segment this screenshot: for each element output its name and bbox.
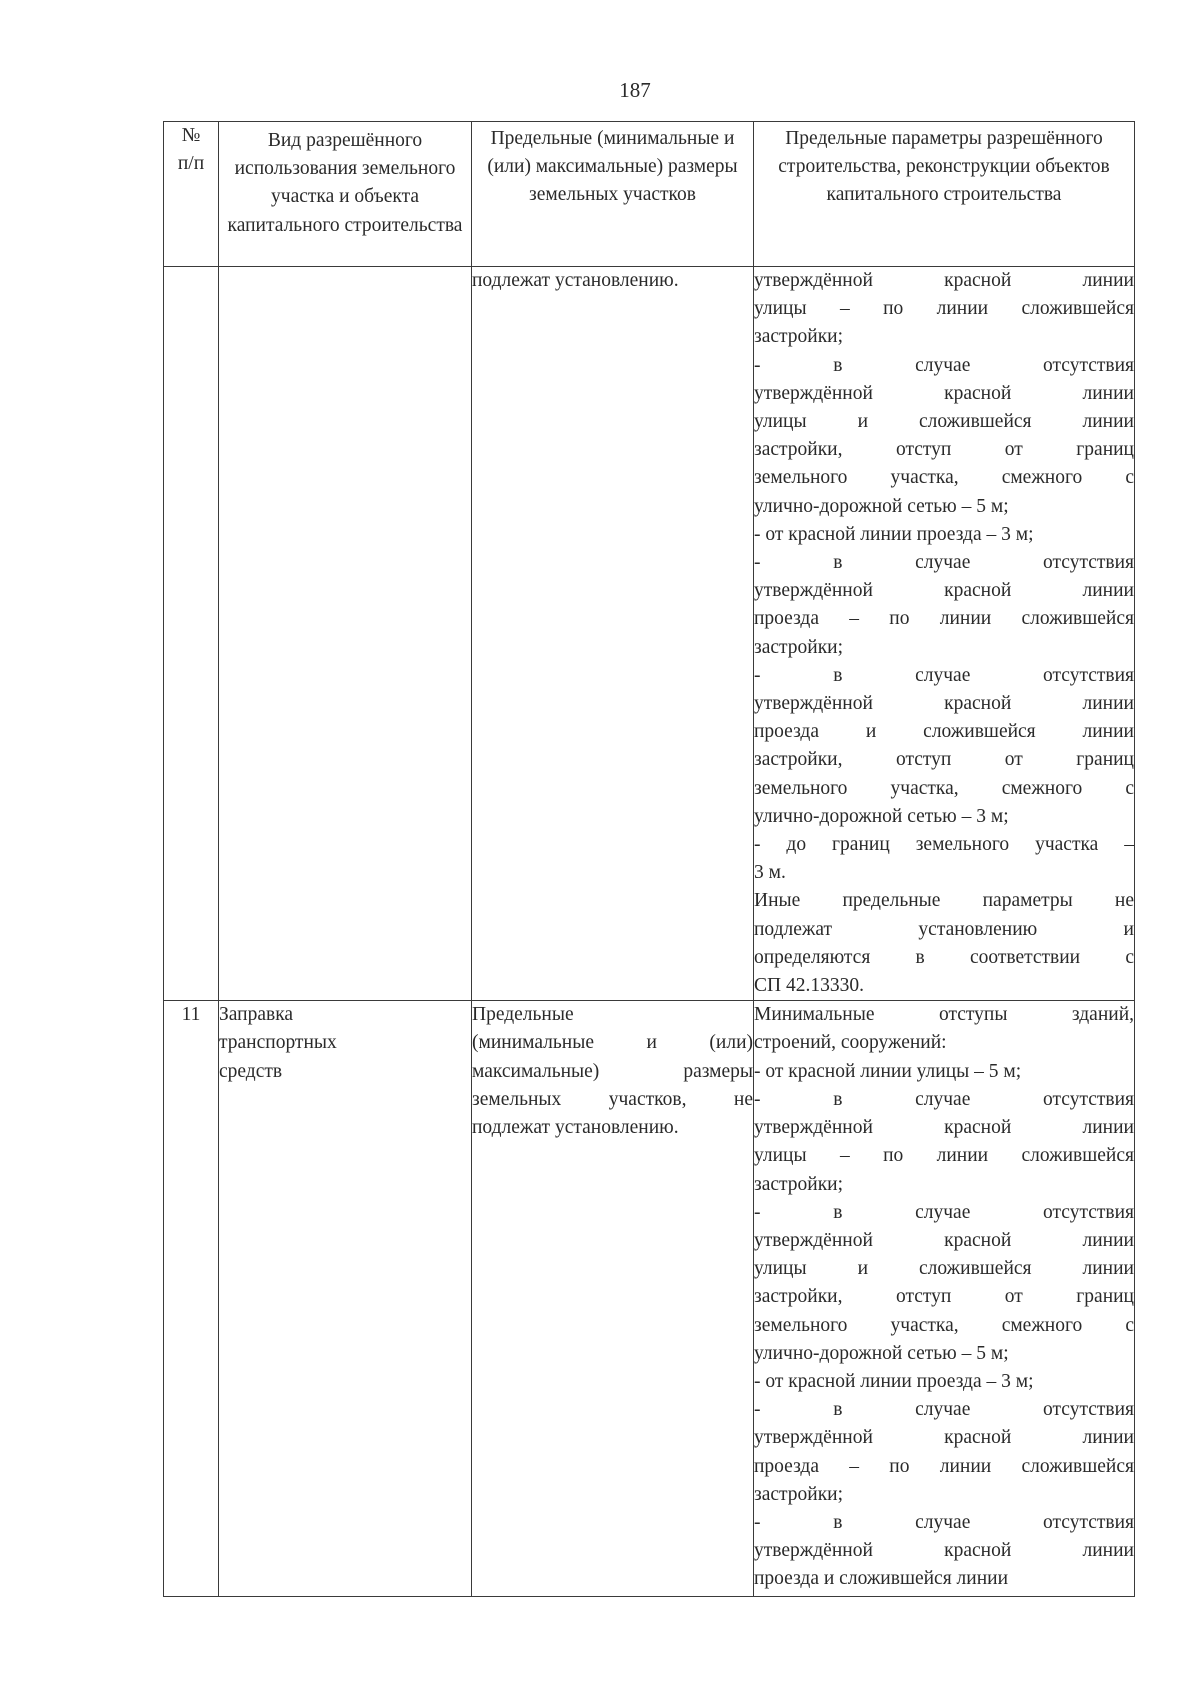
use-type-cell — [219, 1001, 472, 1597]
cell-line: застройки, отступ от границ — [754, 1286, 1134, 1308]
cell-line: - в случае отсутствия — [754, 1088, 1134, 1110]
cell-line: - в случае отсутствия — [754, 1399, 1134, 1421]
cell-line: Заправка — [219, 1004, 294, 1026]
cell-line: - от красной линии улицы – 5 м; — [754, 1060, 1022, 1082]
cell-line: улично-дорожной сетью – 3 м; — [754, 805, 1009, 827]
cell-line: земельного участка, смежного с — [754, 467, 1134, 489]
cell-line: - в случае отсутствия — [754, 1511, 1134, 1533]
cell-line: подлежат установлению. — [472, 1117, 679, 1139]
cell-line: застройки; — [754, 1483, 844, 1505]
cell-line: проезда и сложившейся линии — [754, 721, 1134, 743]
cell-line: строений, сооружений: — [754, 1032, 947, 1054]
header-plot-sizes — [472, 122, 754, 267]
cell-line: - от красной линии проезда – 3 м; — [754, 1370, 1034, 1392]
cell-line: земельного участка, смежного с — [754, 1314, 1134, 1336]
header-plot-sizes-text: Предельные (минимальные и (или) максимальные) размеры земельных участков — [487, 128, 738, 206]
cell-line: средств — [219, 1060, 283, 1082]
cell-line: (минимальные и (или) — [472, 1032, 753, 1054]
cell-line: утверждённой красной линии — [754, 1427, 1134, 1449]
cell-line: СП 42.13330. — [754, 975, 864, 997]
cell-line: утверждённой красной линии — [754, 580, 1134, 602]
cell-line: застройки, отступ от границ — [754, 439, 1134, 461]
table-row — [164, 1001, 1135, 1597]
cell-line: утверждённой красной линии — [754, 1117, 1134, 1139]
cell-line: транспортных — [219, 1032, 337, 1054]
cell-line: проезда и сложившейся линии — [754, 1568, 1009, 1590]
cell-line: - от красной линии проезда – 3 м; — [754, 523, 1034, 545]
cell-line: максимальные) размеры — [472, 1060, 753, 1082]
cell-line: застройки, отступ от границ — [754, 749, 1134, 771]
cell-line: земельных участков, не — [472, 1088, 753, 1110]
cell-line: утверждённой красной линии — [754, 693, 1134, 715]
cell-line: - до границ земельного участка – — [754, 834, 1134, 856]
parameters-cell — [754, 267, 1135, 1001]
cell-line: Иные предельные параметры не — [754, 890, 1134, 912]
cell-line: утверждённой красной линии — [754, 382, 1134, 404]
cell-line: - в случае отсутствия — [754, 354, 1134, 376]
cell-line: подлежат установлению и — [754, 918, 1134, 940]
cell-line: утверждённой красной линии — [754, 270, 1134, 291]
parameters-cell — [754, 1001, 1135, 1597]
cell-line: улично-дорожной сетью – 5 м; — [754, 495, 1009, 517]
row-number: 11 — [164, 1001, 219, 1597]
cell-line: - в случае отсутствия — [754, 552, 1134, 574]
header-parameters-text: Предельные параметры разрешённого строительства, реконструкции объектов капитального строительства — [778, 128, 1110, 206]
cell-line: улицы – по линии сложившейся — [754, 1145, 1134, 1167]
header-use-type — [219, 122, 472, 267]
page-number: 187 — [619, 78, 651, 102]
cell-line: улицы и сложившейся линии — [754, 411, 1134, 433]
cell-line: - в случае отсутствия — [754, 664, 1134, 686]
use-type-cell — [219, 267, 472, 1001]
header-parameters — [754, 122, 1135, 267]
header-number-sign: № — [181, 125, 201, 146]
header-number-pp: п/п — [177, 153, 205, 175]
cell-line: проезда – по линии сложившейся — [754, 1455, 1134, 1477]
row-number — [164, 267, 219, 1001]
cell-line: подлежат установлению. — [472, 270, 679, 291]
cell-line: - в случае отсутствия — [754, 1201, 1134, 1223]
cell-line: определяются в соответствии с — [754, 946, 1134, 968]
table-row — [164, 267, 1135, 1001]
cell-line: улицы – по линии сложившейся — [754, 298, 1134, 320]
table-header-row — [164, 122, 1135, 267]
plot-sizes-cell — [472, 267, 754, 1001]
cell-line: улицы и сложившейся линии — [754, 1258, 1134, 1280]
cell-line: Минимальные отступы зданий, — [754, 1004, 1134, 1026]
cell-line: застройки; — [754, 636, 844, 658]
cell-line: Предельные — [472, 1004, 574, 1026]
cell-line: земельного участка, смежного с — [754, 777, 1134, 799]
cell-line: застройки; — [754, 1173, 844, 1195]
cell-line: утверждённой красной линии — [754, 1229, 1134, 1251]
plot-sizes-cell — [472, 1001, 754, 1597]
cell-line: проезда – по линии сложившейся — [754, 608, 1134, 630]
cell-line: утверждённой красной линии — [754, 1540, 1134, 1562]
cell-line: 3 м. — [754, 862, 786, 884]
header-use-type-text: Вид разрешённого использования земельного участка и объекта капитального строительства — [227, 130, 463, 236]
regulations-table — [163, 121, 1135, 1597]
cell-line: застройки; — [754, 326, 844, 348]
header-number — [164, 122, 219, 267]
cell-line: улично-дорожной сетью – 5 м; — [754, 1342, 1009, 1364]
